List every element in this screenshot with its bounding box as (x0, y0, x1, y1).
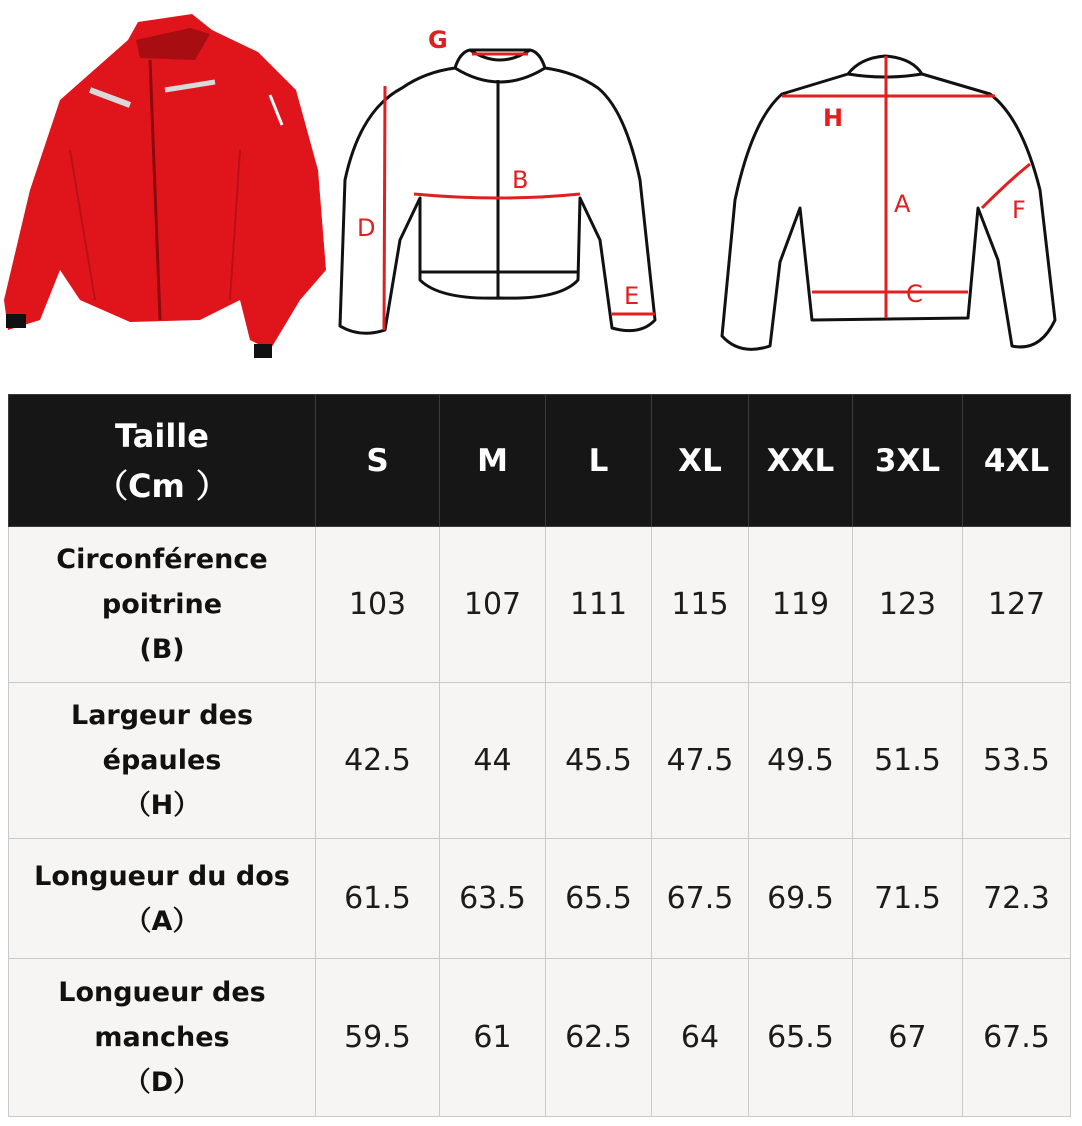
table-cell: 69.5 (749, 839, 853, 959)
table-cell: 63.5 (440, 839, 546, 959)
row-label-line: （D） (123, 1067, 201, 1098)
table-row (9, 527, 1071, 683)
size-header: 4XL (963, 395, 1071, 527)
row-label-line: (B) (139, 634, 185, 665)
table-cell: 51.5 (853, 683, 963, 839)
table-cell: 65.5 (546, 839, 652, 959)
label-h: H (823, 104, 844, 132)
table-cell: 115 (652, 527, 749, 683)
row-label (9, 839, 316, 959)
row-label-line: Longueur des (58, 977, 266, 1008)
row-label-line: （A） (124, 905, 200, 937)
label-d: D (357, 214, 376, 242)
label-a: A (894, 190, 911, 218)
jacket-photo (4, 14, 326, 358)
size-header: L (546, 395, 652, 527)
row-label-line: manches (94, 1022, 230, 1053)
table-row (9, 839, 1071, 959)
table-row (9, 683, 1071, 839)
row-label-line: Largeur des (70, 700, 254, 731)
table-cell: 61.5 (316, 839, 440, 959)
table-cell: 49.5 (749, 683, 853, 839)
table-cell: 119 (749, 527, 853, 683)
size-header: XL (652, 395, 749, 527)
label-e: E (624, 282, 640, 310)
table-header-row (9, 395, 1071, 527)
table-cell: 107 (440, 527, 546, 683)
table-cell: 67.5 (963, 959, 1071, 1117)
size-header: M (440, 395, 546, 527)
size-header: 3XL (853, 395, 963, 527)
table-cell: 59.5 (316, 959, 440, 1117)
label-b: B (512, 166, 529, 194)
jacket-illustrations (0, 0, 1082, 380)
front-jacket-diagram (340, 50, 655, 333)
table-cell: 62.5 (546, 959, 652, 1117)
row-label-line: Circonférence (56, 544, 268, 575)
table-cell: 127 (963, 527, 1071, 683)
table-cell: 44 (440, 683, 546, 839)
table-cell: 123 (853, 527, 963, 683)
row-label (9, 527, 316, 683)
table-cell: 71.5 (853, 839, 963, 959)
table-cell: 53.5 (963, 683, 1071, 839)
table-row (9, 959, 1071, 1117)
table-cell: 61 (440, 959, 546, 1117)
table-cell: 111 (546, 527, 652, 683)
label-c: C (906, 280, 923, 308)
table-cell: 67 (853, 959, 963, 1117)
row-label-line: poitrine (101, 589, 223, 620)
row-label-line: Longueur du dos (34, 860, 290, 892)
header-unit-line: （Cm ） (96, 466, 228, 505)
table-cell: 47.5 (652, 683, 749, 839)
row-label-line: （H） (123, 790, 201, 821)
table-cell: 45.5 (546, 683, 652, 839)
table-cell: 72.3 (963, 839, 1071, 959)
row-label (9, 959, 316, 1117)
row-label (9, 683, 316, 839)
size-header: XXL (749, 395, 853, 527)
back-measure-lines (782, 56, 1030, 318)
size-chart-table (8, 394, 1071, 1117)
table-cell: 103 (316, 527, 440, 683)
size-header: S (316, 395, 440, 527)
row-label-line: épaules (102, 745, 222, 776)
table-cell: 67.5 (652, 839, 749, 959)
table-cell: 65.5 (749, 959, 853, 1117)
table-cell: 42.5 (316, 683, 440, 839)
size-header-label (9, 395, 316, 527)
label-g: G (428, 26, 448, 54)
table-cell: 64 (652, 959, 749, 1117)
label-f: F (1012, 196, 1026, 224)
back-jacket-diagram (722, 56, 1055, 349)
header-label-line: Taille (115, 416, 209, 455)
